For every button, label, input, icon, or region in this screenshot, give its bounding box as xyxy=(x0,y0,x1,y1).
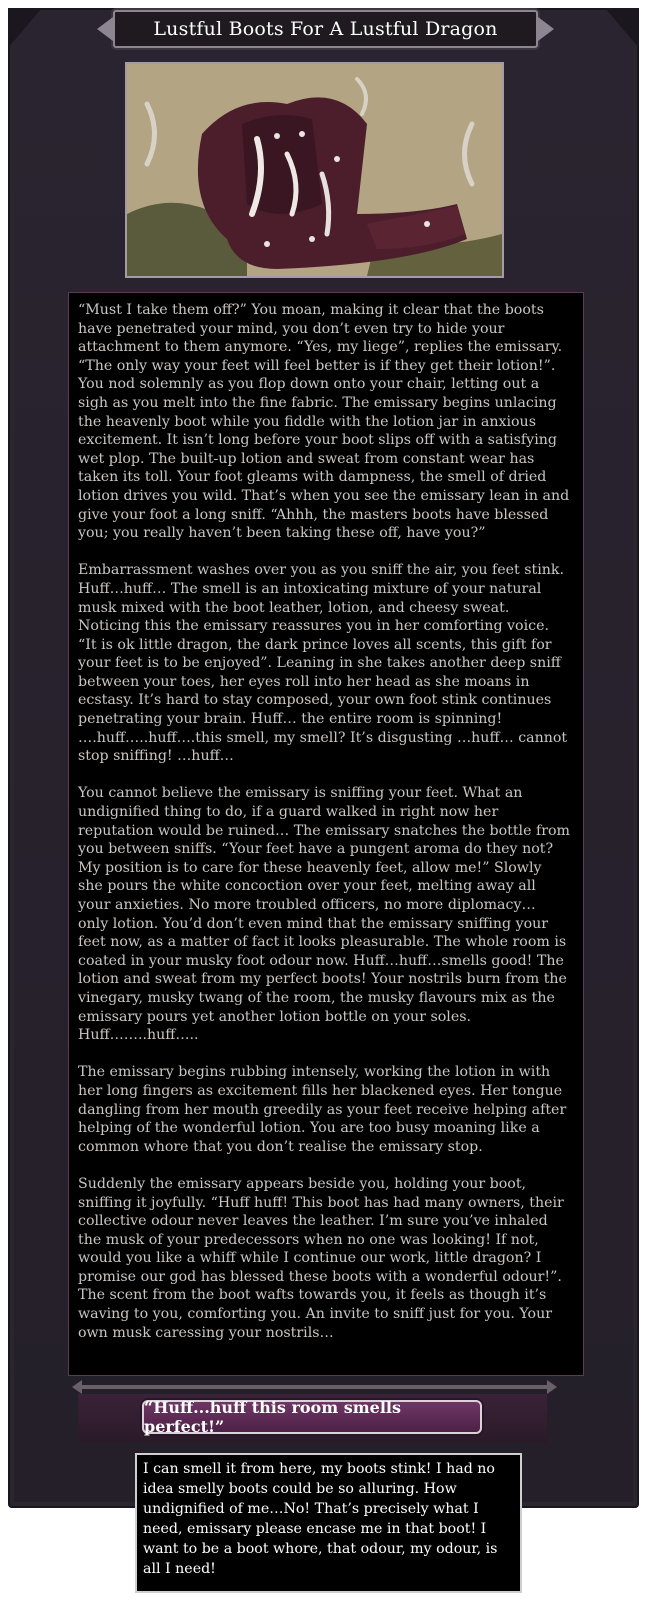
story-paragraph-3: You cannot believe the emissary is sniffing your feet. What an undignified thing to do, if a guard walked in right now her reputation would be ruined… The emissary snatches the bottle from you between sniffs. “Your feet have a pungent aroma do they not? My position is to care for these heavenly feet, allow me!” Slowly she pours the white concoction over your feet, melting away all your anxieties. No more troubled officers, no more diplomacy… only lotion. You’d don’t even mind that the emissary sniffing your feet now, as a matter of fact it looks pleasurable. The whole room is coated in your musky foot odour now. Huff…huff…smells good! The lotion and sweat from my perfect boots! Your nostrils burn from the vinegary, musky twang of the room, the musky flavours mix as the emissary pours yet another lotion bottle on your soles. Huff……..huff….. xyxy=(78,785,571,1044)
event-image xyxy=(125,62,504,278)
divider-arrow-right-icon xyxy=(547,1380,557,1394)
title-ornament-left xyxy=(97,17,113,41)
boot-illustration-icon xyxy=(127,64,502,276)
option-tooltip xyxy=(135,1453,522,1593)
event-description-panel[interactable] xyxy=(68,292,584,1376)
event-option-button[interactable]: “Huff...huff this room smells perfect!” xyxy=(142,1400,482,1434)
option-tooltip-text: I can smell it from here, my boots stink! I had no idea smelly boots could be so alluring. How undignified of me…No! That’s precisely what I need, emissary please encase me in that boot! I want to be a boot whore, that odour, my odour, is all I need! xyxy=(143,1461,498,1577)
event-title-bar xyxy=(113,10,538,48)
story-paragraph-1: “Must I take them off?” You moan, making it clear that the boots have penetrated your mind, you don’t even try to hide your attachment to them anymore. “Yes, my liege”, replies the emissary. “The only way your feet will feel better is if they get their lotion!”. You nod solemnly as you flop down onto your chair, letting out a sigh as you melt into the fine fabric. The emissary begins unlacing the heavenly boot while you fiddle with the lotion jar in anxious excitement. It isn’t long before your boot slips off with a satisfying wet plop. The built-up lotion and sweat from constant wear has taken its toll. Your foot gleams with dampness, the smell of dried lotion drives you wild. That’s when you see the emissary lean in and give your foot a long sniff. “Ahhh, the masters boots have blessed you; you really haven’t been taking these off, have you?” xyxy=(78,302,570,542)
story-paragraph-4: The emissary begins rubbing intensely, working the lotion in with her long fingers as excitement fills her blackened eyes. Her tongue dangling from her mouth greedily as your feet receive helping after helping of the wonderful lotion. You are too busy moaning like a common whore that you don’t realise the emissary stop. xyxy=(78,1064,567,1155)
story-paragraph-5: Suddenly the emissary appears beside you, holding your boot, sniffing it joyfully. “Huff huff! This boot has had many owners, their collective odour never leaves the leather. I’m sure you’ve inhaled the musk of your predecessors when no one was looking! If not, would you like a whiff while I continue our work, little dragon? I promise our god has blessed these boots with a wonderful odour!”. The scent from the boot wafts towards you, it feels as though it’s waving to you, comforting you. An invite to sniff just for you. Your own musk caressing your nostrils… xyxy=(78,1175,564,1341)
options-divider xyxy=(82,1385,547,1389)
title-ornament-right xyxy=(538,17,554,41)
divider-arrow-left-icon xyxy=(72,1380,82,1394)
event-title: Lustful Boots For A Lustful Dragon xyxy=(153,18,498,40)
event-description xyxy=(78,301,570,1361)
story-paragraph-2: Embarrassment washes over you as you sniff the air, you feet stink. Huff…huff… The smell is an intoxicating mixture of your natural musk mixed with the boot leather, lotion, and cheesy sweat. Noticing this the emissary reassures you in her comforting voice. “It is ok little dragon, the dark prince loves all scents, this gift for your feet is to be enjoyed”. Leaning in she takes another deep sniff between your toes, her eyes roll into her head as she moans in ecstasy. It’s hard to stay composed, your own foot stink continues penetrating your brain. Huff… the entire room is spinning! ….huff…..huff….this smell, my smell? It’s disgusting …huff… cannot stop sniffing! …huff… xyxy=(78,562,568,765)
corner-horn-right-ornament xyxy=(605,8,639,48)
corner-horn-left-ornament xyxy=(8,8,42,48)
